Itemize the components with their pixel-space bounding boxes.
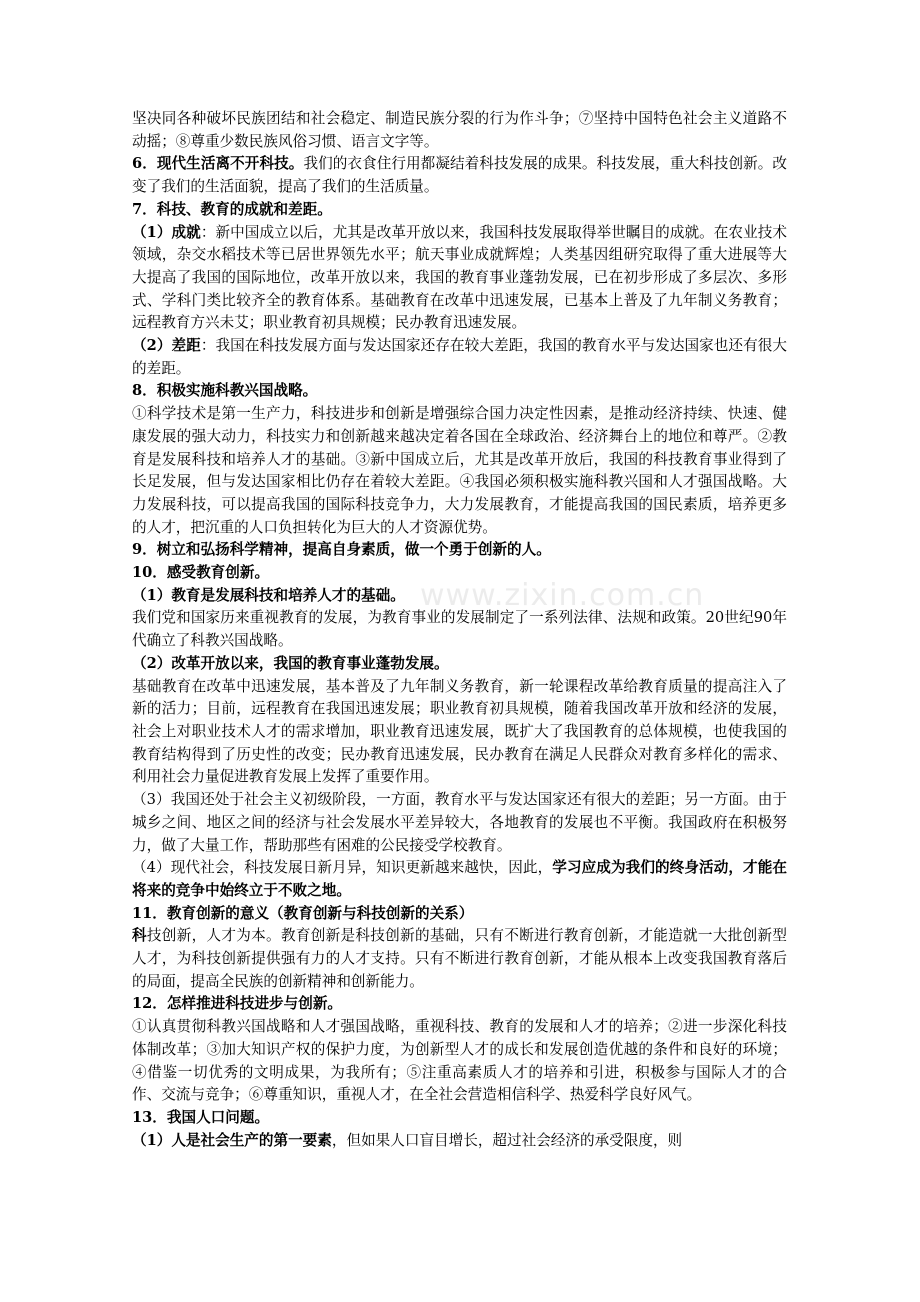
section-heading: 8．积极实施科教兴国战略。	[132, 382, 318, 400]
paragraph	[132, 789, 787, 857]
subheading: （1）成就	[132, 223, 201, 241]
subsection-heading	[132, 585, 787, 608]
paragraph-text: （4）现代社会，科技发展日新月异，知识更新越来越快，因此，	[132, 859, 553, 877]
section-heading: 7．科技、教育的成就和差距。	[132, 200, 332, 218]
section-heading: 10．感受教育创新。	[132, 564, 270, 582]
emphasis-text: 科	[132, 927, 147, 945]
paragraph-achievements	[132, 222, 787, 336]
subheading: （1）人是社会生产的第一要素	[132, 1131, 332, 1149]
paragraph	[132, 676, 787, 790]
paragraph-text: 我们的衣食住行用都凝结着科技发展的成果。科技发展，重大科技创新。改变了我们的生活面貌，提高了我们的生活质量。	[132, 155, 788, 196]
section-12	[132, 993, 787, 1016]
document-body	[132, 108, 787, 1152]
paragraph-text: 坚决同各种破坏民族团结和社会稳定、制造民族分裂的行为作斗争；⑦坚持中国特色社会主义道路不动摇；⑧尊重少数民族风俗习惯、语言文字等。	[132, 110, 787, 150]
paragraph	[132, 1016, 787, 1107]
paragraph	[132, 925, 787, 993]
section-heading: 12．怎样推进科技进步与创新。	[132, 995, 343, 1013]
paragraph	[132, 1130, 787, 1153]
paragraph	[132, 857, 787, 902]
subheading: （2）改革开放以来，我国的教育事业蓬勃发展。	[132, 654, 449, 672]
section-10	[132, 562, 787, 585]
paragraph	[132, 403, 787, 539]
paragraph-text: ，但如果人口盲目增长，超过社会经济的承受限度，则	[331, 1131, 683, 1149]
subheading: （1）教育是发展科技和培养人才的基础。	[132, 586, 405, 604]
section-heading: 6．现代生活离不开科技。	[132, 155, 304, 173]
subheading: （2）差距	[132, 337, 201, 355]
section-heading: 13．我国人口问题。	[132, 1108, 270, 1126]
section-11	[132, 903, 787, 926]
paragraph-text: ：我国在科技发展方面与发达国家还存在较大差距，我国的教育水平与发达国家也还有很大的差距。	[132, 337, 787, 377]
section-9	[132, 539, 787, 562]
section-7	[132, 199, 787, 222]
section-8	[132, 380, 787, 403]
emphasis-text: 学习应成为我们的终身活动，才能在将来的竞争中始终立于不败之地。	[132, 859, 787, 899]
paragraph-text: （3）我国还处于社会主义初级阶段，一方面，教育水平与发达国家还有很大的差距；另一方面。由于城乡之间、地区之间的经济与社会发展水平差异较大，各地教育的发展也不平衡。我国政府在积极努力，做了大量工作，帮助那些有困难的公民接受学校教育。	[132, 791, 787, 854]
paragraph	[132, 108, 787, 153]
paragraph-gap	[132, 335, 787, 380]
subsection-heading	[132, 653, 787, 676]
section-heading: 11．教育创新的意义（教育创新与科技创新的关系）	[132, 904, 474, 922]
paragraph-text: ①认真贯彻科教兴国战略和人才强国战略，重视科技、教育的发展和人才的培养；②进一步深化科技体制改革；③加大知识产权的保护力度，为创新型人才的成长和发展创造优越的条件和良好的环境；④借鉴一切优秀的文明成果，为我所有；⑤注重高素质人才的培养和引进，积极参与国际人才的合作、交流与竞争；⑥尊重知识，重视人才，在全社会营造相信科学、热爱科学良好风气。	[132, 1018, 787, 1104]
paragraph-text: 基础教育在改革中迅速发展，基本普及了九年制义务教育，新一轮课程改革给教育质量的提高注入了新的活力；目前，远程教育在我国迅速发展；职业教育初具规模，随着我国改革开放和经济的发展，社会上对职业技术人才的需求增加，职业教育迅速发展，既扩大了我国教育的总体规模，也使我国的教育结构得到了历史性的改变；民办教育迅速发展，民办教育在满足人民群众对教育多样化的需求、利用社会力量促进教育发展上发挥了重要作用。	[132, 677, 787, 786]
section-heading: 9．树立和弘扬科学精神，提高自身素质，做一个勇于创新的人。	[132, 541, 551, 559]
section-13	[132, 1107, 787, 1130]
paragraph	[132, 607, 787, 652]
watermark: www.zixin.com.cn	[420, 578, 705, 613]
section-6	[132, 153, 787, 198]
paragraph-text: 技创新，人才为本。教育创新是科技创新的基础，只有不断进行教育创新，才能造就一大批创新型人才，为科技创新提供强有力的人才支持。只有不断进行教育创新，才能从根本上改变我国教育落后的局面，提高全民族的创新精神和创新能力。	[132, 927, 787, 990]
paragraph-text: ①科学技术是第一生产力，科技进步和创新是增强综合国力决定性因素，是推动经济持续、快速、健康发展的强大动力，科技实力和创新越来越决定着各国在全球政治、经济舞台上的地位和尊严。②教育是发展科技和培养人才的基础。③新中国成立后，尤其是改革开放后，我国的科技教育事业得到了长足发展，但与发达国家相比仍存在着较大差距。④我国必须积极实施科教兴国和人才强国战略。大力发展科技，可以提高我国的国际科技竞争力，大力发展教育，才能提高我国的国民素质，培养更多的人才，把沉重的人口负担转化为巨大的人才资源优势。	[132, 405, 787, 536]
paragraph-text: 我们党和国家历来重视教育的发展，为教育事业的发展制定了一系列法律、法规和政策。20世纪90年代确立了科教兴国战略。	[132, 609, 787, 650]
paragraph-text: ：新中国成立以后，尤其是改革开放以来，我国科技发展取得举世瞩目的成就。在农业技术领域，杂交水稻技术等已居世界领先水平；航天事业成就辉煌；人类基因组研究取得了重大进展等大大提高了我国的国际地位，改革开放以来，我国的教育事业蓬勃发展，已在初步形成了多层次、多形式、学科门类比较齐全的教育体系。基础教育在改革中迅速发展，已基本上普及了九年制义务教育；远程教育方兴未艾；职业教育初具规模；民办教育迅速发展。	[132, 223, 787, 332]
